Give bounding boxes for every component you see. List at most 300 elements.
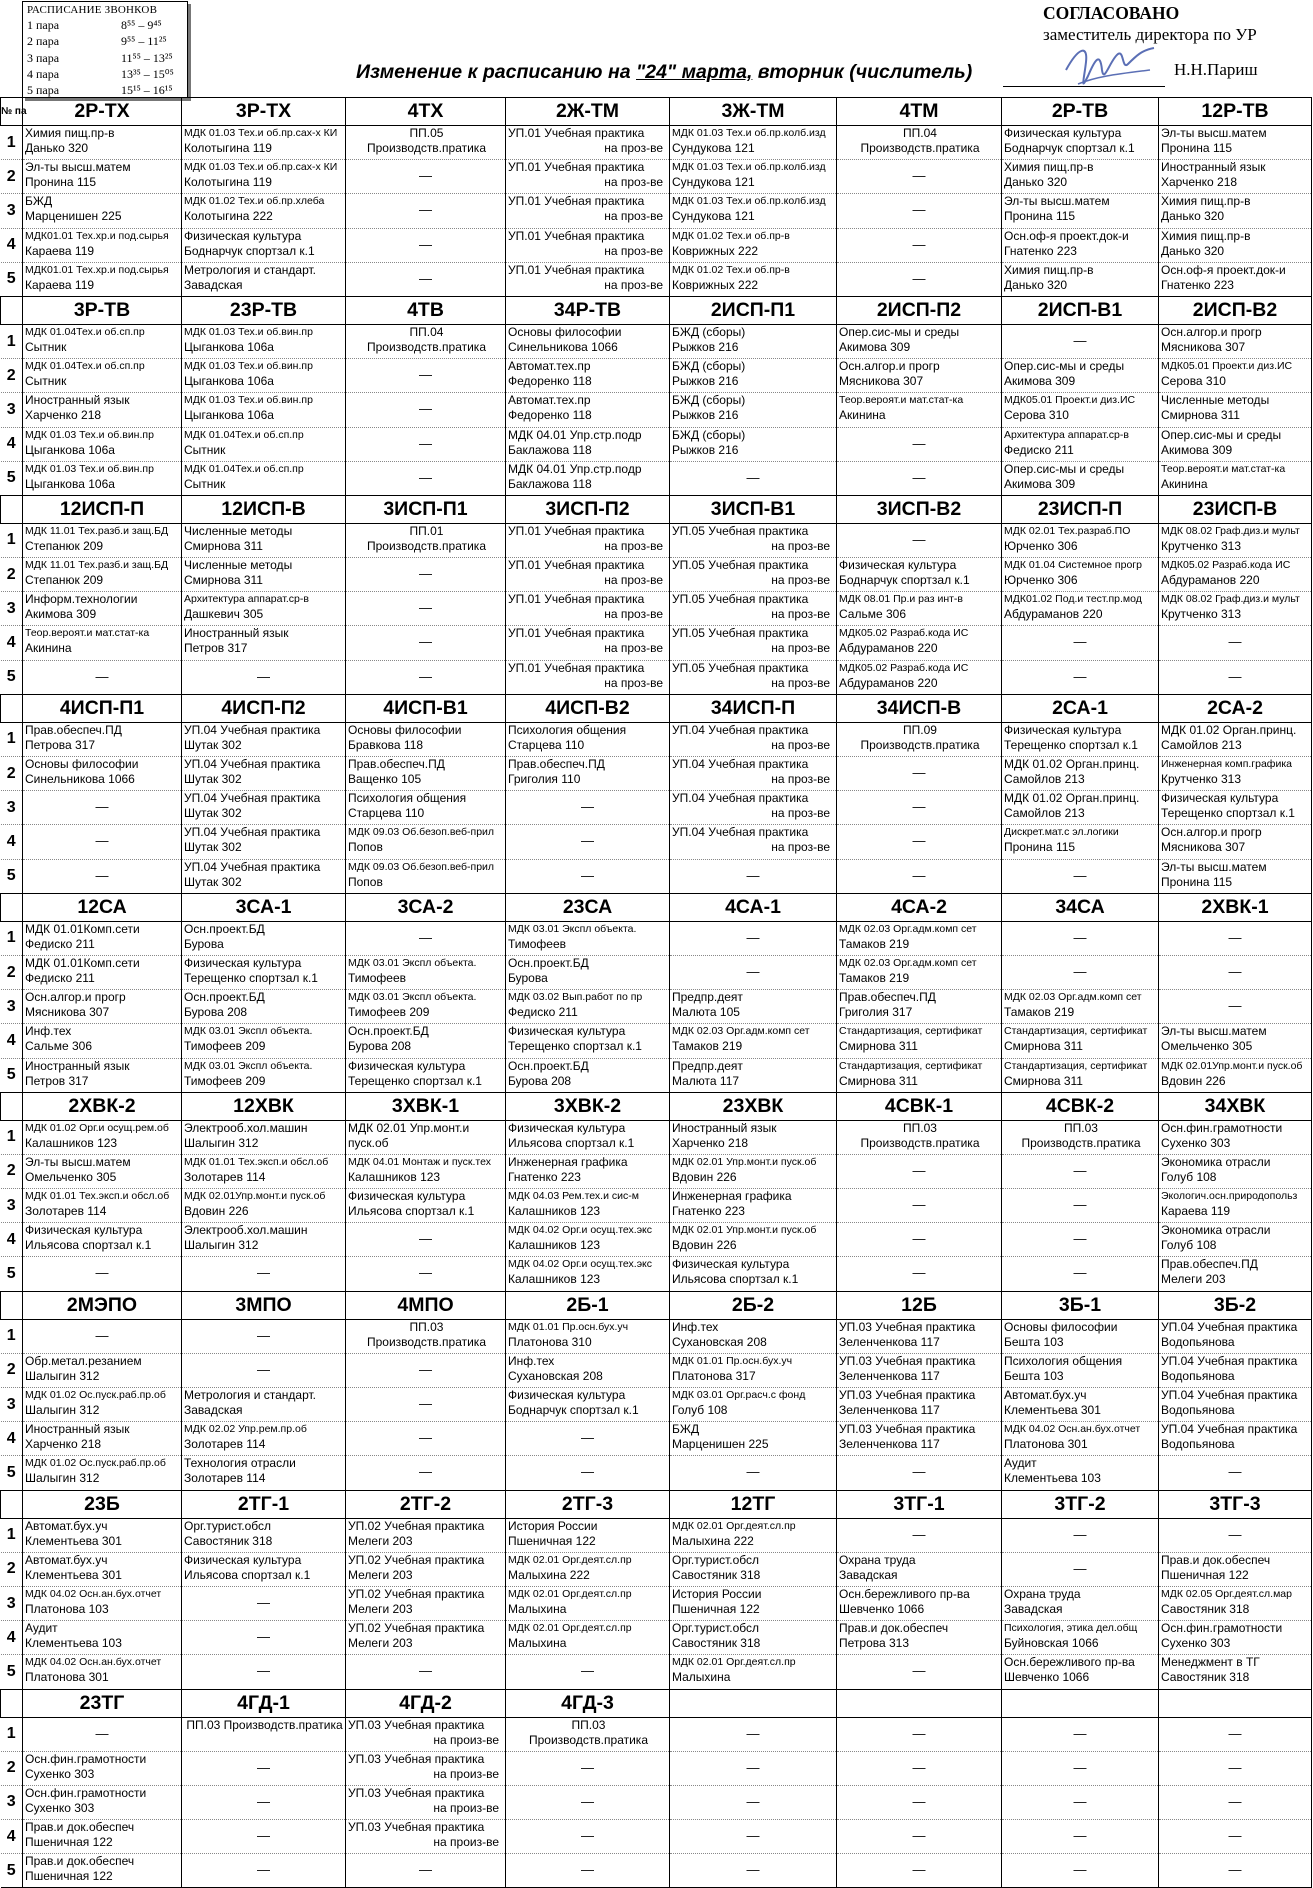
teacher-room: Платонова 310 (508, 1334, 592, 1349)
teacher-room: на проз-ве (604, 175, 663, 190)
teacher-room: Бурова (508, 970, 548, 985)
subject: МДК 02.05 Орг.деят.сл.мар (1161, 1587, 1292, 1600)
teacher-room: Мелеги 203 (348, 1533, 413, 1548)
subject: Основы философии (348, 722, 462, 737)
subject: МДК 04.02 Осн.ан.бух.отчет (25, 1656, 162, 1669)
lesson-cell (670, 126, 837, 160)
subject: ПП.03 (409, 1319, 444, 1334)
teacher-room: Омельченко 305 (25, 1169, 117, 1184)
lesson-cell (506, 1257, 670, 1291)
pair-time: 8⁵⁵ – 9⁴⁵ (121, 18, 162, 32)
subject: Опер.сис-мы и среды (839, 324, 960, 339)
subject: Физическая культура (1161, 791, 1279, 806)
lesson-cell (182, 1120, 346, 1154)
empty-dash: — (1228, 963, 1242, 979)
empty-dash: — (1073, 1793, 1087, 1809)
group-name: 3Б-1 (1002, 1291, 1159, 1319)
lesson-cell (1159, 1120, 1312, 1154)
teacher-room: Дашкевич 305 (184, 607, 264, 622)
lesson-cell (346, 955, 506, 989)
bell-row (27, 66, 187, 82)
empty-dash: — (1073, 668, 1087, 684)
teacher-room: Производств.пратика (366, 538, 486, 553)
subject: МДК 04.01 Монтаж и пуск.тех (348, 1155, 491, 1168)
pair-time: 15¹⁵ – 16¹⁵ (121, 83, 173, 98)
subject: Иностранный язык (25, 1058, 130, 1073)
group-name: 12ТГ (670, 1490, 837, 1518)
lesson-cell (346, 1120, 506, 1154)
lesson-cell (837, 194, 1002, 228)
teacher-room: Завадская (184, 1403, 243, 1417)
lesson-cell (670, 1120, 837, 1154)
group-name: 4ИСП-В2 (506, 694, 670, 722)
lesson-row (1, 955, 1312, 989)
lesson-cell (1159, 592, 1312, 626)
pair-number: 5 (1, 859, 23, 893)
lesson-cell (670, 791, 837, 825)
empty-dash: — (419, 929, 432, 945)
lesson-row (1, 825, 1312, 859)
subject: Эл-ты высш.матем (1004, 194, 1110, 209)
lesson-cell (506, 194, 670, 228)
teacher-room: Караева 119 (1161, 1204, 1231, 1219)
teacher-room: Синельникова 1066 (25, 772, 135, 786)
group-name: 2ТГ-3 (506, 1490, 670, 1518)
lesson-row (1, 1223, 1312, 1257)
subject: Менеджмент в ТГ (1161, 1655, 1260, 1670)
teacher-room: Зеленченкова 117 (839, 1403, 940, 1417)
teacher-room: Григолия 110 (508, 772, 581, 786)
lesson-cell (837, 921, 1002, 955)
lesson-cell (346, 1223, 506, 1257)
teacher-room: Пронина 115 (1004, 840, 1076, 855)
teacher-room: Акимова 309 (1004, 374, 1076, 389)
lesson-cell (1002, 1024, 1159, 1058)
teacher-room: Абдураманов 220 (839, 641, 938, 656)
teacher-room: Сундукова 121 (672, 141, 755, 155)
subject: Инф.тех (672, 1319, 719, 1334)
teacher-room: на проз-ве (604, 141, 663, 155)
group-name: 12Б (837, 1291, 1002, 1319)
lesson-cell (1159, 1422, 1312, 1456)
group-name: 4ТХ (346, 98, 506, 126)
lesson-row (1, 990, 1312, 1024)
pair-time: 13³⁵ – 15⁰⁵ (121, 66, 174, 81)
teacher-room: Акимова 309 (1004, 476, 1076, 491)
group-name: 34ИСП-П (670, 694, 837, 722)
empty-dash: — (1073, 1759, 1087, 1775)
lesson-cell (182, 523, 346, 557)
pair-number: 5 (1, 1854, 23, 1888)
empty-dash: — (419, 1862, 432, 1878)
pair-number: 3 (1, 1586, 23, 1620)
lesson-cell (837, 1655, 1002, 1689)
pair-number: 3 (1, 791, 23, 825)
group-header-row (1, 1092, 1312, 1120)
lesson-cell (1002, 660, 1159, 694)
subject: УП.02 Учебная практика (348, 1621, 485, 1636)
subject: Прав.и док.обеспеч (839, 1621, 949, 1636)
lesson-cell (182, 194, 346, 228)
teacher-room: Водопьянова (1161, 1403, 1235, 1417)
teacher-room: Акимова 309 (25, 607, 97, 622)
pair-number-header (1, 1092, 23, 1120)
teacher-room: Малыхина (508, 1601, 567, 1616)
teacher-room: Рыжков 216 (672, 442, 739, 457)
pair-number: 2 (1, 160, 23, 194)
teacher-room: Акинина (25, 641, 72, 656)
empty-dash: — (1228, 1759, 1242, 1775)
lesson-cell (182, 1820, 346, 1854)
lesson-cell (346, 228, 506, 262)
teacher-room: Смирнова 311 (1004, 1039, 1083, 1054)
subject: ПП.03 (1064, 1120, 1098, 1135)
lesson-cell (182, 1422, 346, 1456)
lesson-cell (182, 1552, 346, 1586)
lesson-cell (670, 757, 837, 791)
group-name: 23СА (506, 893, 670, 921)
empty-dash: — (419, 1396, 432, 1411)
lesson-cell (182, 990, 346, 1024)
subject: Инженерная графика (508, 1154, 628, 1169)
teacher-room: Федиско 211 (1004, 442, 1074, 457)
lesson-cell (23, 626, 182, 660)
subject: МДК 02.01 Орг.деят.сл.пр (508, 1587, 632, 1600)
group-name: 4ИСП-В1 (346, 694, 506, 722)
lesson-cell (23, 393, 182, 427)
lesson-cell (1159, 1223, 1312, 1257)
pair-number: 5 (1, 461, 23, 495)
group-header-row (1, 893, 1312, 921)
group-name: 4ГД-3 (506, 1689, 670, 1717)
subject: Иностранный язык (1161, 160, 1266, 175)
lesson-cell (182, 1189, 346, 1223)
lesson-row (1, 1518, 1312, 1552)
lesson-cell (506, 359, 670, 393)
teacher-room: Цыганкова 106а (25, 476, 115, 491)
pair-number-header (1, 1291, 23, 1319)
subject: Стандартизация, сертификат (1004, 1025, 1148, 1038)
page-title (356, 61, 996, 84)
lesson-cell (506, 1353, 670, 1387)
lesson-cell (1002, 757, 1159, 791)
subject: Физическая культура (184, 1552, 302, 1567)
pair-label: 3 пара (27, 50, 60, 65)
empty-dash: — (419, 236, 432, 252)
subject: МДК 01.01Комп.сети (25, 955, 140, 970)
lesson-cell (1159, 558, 1312, 592)
empty-dash: — (257, 1594, 270, 1610)
lesson-cell (506, 228, 670, 262)
lesson-row (1, 1319, 1312, 1353)
subject: МДК 01.03 Тех.и об.вин.пр (25, 462, 154, 475)
subject: Прав.обеспеч.ПД (348, 757, 445, 771)
lesson-cell (182, 1456, 346, 1490)
subject: МДК 01.02 Орган.принц. (1161, 722, 1297, 737)
subject: УП.01 Учебная практика (508, 592, 645, 607)
subject: ПП.09 (903, 722, 937, 737)
lesson-cell (1002, 194, 1159, 228)
teacher-room: Крутченко 313 (1161, 772, 1241, 786)
group-name: 2СА-2 (1159, 694, 1312, 722)
teacher-room: Клементьева 103 (1004, 1471, 1101, 1486)
lesson-cell (1002, 1854, 1159, 1888)
lesson-cell (182, 1319, 346, 1353)
group-name: 2МЭПО (23, 1291, 182, 1319)
subject: Физическая культура (508, 1024, 626, 1039)
bell-schedule-box (22, 1, 188, 98)
teacher-room: Данько 320 (1161, 243, 1225, 258)
teacher-room: Савостяник 318 (672, 1636, 761, 1651)
teacher-room: Гнатенко 223 (508, 1169, 581, 1184)
subject: Физическая культура (672, 1257, 790, 1272)
teacher-room: Клементьева 301 (25, 1533, 122, 1548)
group-name: 2ХВК-1 (1159, 893, 1312, 921)
teacher-room: Караева 119 (25, 243, 95, 258)
lesson-cell (506, 160, 670, 194)
teacher-room: Сальме 306 (25, 1039, 93, 1054)
group-name: 3МПО (182, 1291, 346, 1319)
lesson-cell (670, 359, 837, 393)
lesson-row (1, 722, 1312, 756)
subject: Теор.вероят.и мат.стат-ка (25, 627, 150, 640)
subject: Стандартизация, сертификат (839, 1059, 983, 1072)
subject: УП.05 Учебная практика (672, 592, 809, 607)
lesson-cell (23, 791, 182, 825)
group-name: 12ХВК (182, 1092, 346, 1120)
lesson-row (1, 126, 1312, 160)
pair-number: 2 (1, 1751, 23, 1785)
teacher-room: Данько 320 (25, 141, 89, 155)
subject: МДК 01.03 Тех.и об.пр.колб.изд (672, 195, 826, 208)
empty-dash: — (912, 469, 926, 485)
teacher-room: Зеленченкова 117 (839, 1368, 940, 1383)
subject: МДК 01.01 Тех.эксп.и обсл.об (184, 1155, 329, 1168)
lesson-cell (1002, 626, 1159, 660)
group-name: 4ТВ (346, 296, 506, 324)
lesson-cell (1159, 393, 1312, 427)
pair-label: 2 пара (27, 34, 60, 49)
group-name (670, 1689, 837, 1717)
teacher-room: Самойлов 213 (1004, 772, 1085, 786)
subject: Прав.и док.обеспеч (25, 1854, 135, 1869)
teacher-room: Караева 119 (25, 277, 95, 292)
empty-dash: — (581, 799, 594, 815)
empty-dash: — (257, 1361, 270, 1377)
lesson-cell (23, 1422, 182, 1456)
subject: Численные методы (184, 523, 293, 538)
teacher-room: Акимова 309 (839, 339, 911, 354)
subject: Экономика отрасли (1161, 1154, 1271, 1169)
lesson-row (1, 1751, 1312, 1785)
title-prefix: Изменение к расписанию на (356, 61, 636, 83)
lesson-cell (182, 921, 346, 955)
teacher-room: Калашников 123 (508, 1272, 601, 1287)
lesson-cell (1159, 955, 1312, 989)
lesson-cell (1002, 955, 1159, 989)
lesson-cell (837, 126, 1002, 160)
lesson-cell (506, 791, 670, 825)
lesson-cell (1159, 1456, 1312, 1490)
teacher-room: Пронина 115 (1004, 209, 1076, 224)
subject: БЖД (25, 194, 53, 209)
teacher-room: на проз-ве (771, 573, 830, 588)
subject: МДК 03.01 Экспл объекта. (508, 922, 637, 935)
pair-number: 5 (1, 1058, 23, 1092)
subject: УП.01 Учебная практика (508, 626, 645, 641)
lesson-cell (837, 1319, 1002, 1353)
subject: Эл-ты высш.матем (25, 1154, 131, 1169)
lesson-cell (23, 1820, 182, 1854)
lesson-cell (182, 359, 346, 393)
lesson-cell (837, 825, 1002, 859)
lesson-cell (837, 1751, 1002, 1785)
lesson-cell (1002, 359, 1159, 393)
lesson-cell (1159, 126, 1312, 160)
lesson-cell (837, 262, 1002, 296)
group-name: 4СА-1 (670, 893, 837, 921)
lesson-cell (837, 427, 1002, 461)
bell-row (27, 50, 187, 66)
group-name: 23ИСП-В (1159, 495, 1312, 523)
lesson-cell (23, 592, 182, 626)
lesson-cell (346, 1319, 506, 1353)
lesson-cell (1159, 427, 1312, 461)
lesson-cell (23, 523, 182, 557)
subject: Физическая культура (508, 1388, 626, 1402)
empty-dash: — (912, 236, 926, 252)
lesson-cell (1002, 160, 1159, 194)
pair-number: 2 (1, 1353, 23, 1387)
teacher-room: Золотарев 114 (184, 1169, 266, 1184)
lesson-cell (23, 1621, 182, 1655)
teacher-room: Мясникова 307 (839, 374, 924, 389)
lesson-cell (506, 1751, 670, 1785)
teacher-room: Платонова 317 (672, 1368, 756, 1383)
lesson-cell (346, 1717, 506, 1751)
group-name: 23ТГ (23, 1689, 182, 1717)
subject: МДК 11.01 Тех.разб.и защ.БД (25, 559, 169, 572)
subject: Стандартизация, сертификат (1004, 1059, 1148, 1072)
lesson-cell (1159, 757, 1312, 791)
teacher-room: Вдовин 226 (672, 1238, 737, 1253)
empty-dash: — (1228, 634, 1242, 650)
teacher-room: Крутченко 313 (1161, 538, 1241, 553)
lesson-cell (182, 1154, 346, 1188)
teacher-room: Ильясова спортзал к.1 (184, 1567, 311, 1582)
subject: Физическая культура (25, 1223, 143, 1238)
lesson-cell (506, 262, 670, 296)
teacher-room: Голуб 108 (1161, 1169, 1217, 1184)
lesson-cell (506, 660, 670, 694)
lesson-row (1, 1717, 1312, 1751)
teacher-room: Мясникова 307 (1161, 339, 1246, 354)
lesson-cell (182, 1257, 346, 1291)
teacher-room: Сытник (184, 442, 226, 457)
group-name: 3ИСП-В1 (670, 495, 837, 523)
subject: МДК 02.01 Упр.монт.и пуск.об (672, 1155, 817, 1168)
lesson-cell (1159, 859, 1312, 893)
lesson-cell (670, 1820, 837, 1854)
lesson-row (1, 461, 1312, 495)
lesson-cell (837, 1154, 1002, 1188)
lesson-cell (1159, 1717, 1312, 1751)
teacher-room: Колотыгина 119 (184, 141, 272, 155)
lesson-cell (506, 825, 670, 859)
subject: МДК 04.01 Упр.стр.подр (508, 461, 642, 476)
subject: МДК 01.04Тех.и об.сп.пр (25, 360, 145, 373)
lesson-cell (837, 1422, 1002, 1456)
teacher-room: Бешта 103 (1004, 1368, 1064, 1383)
lesson-cell (1159, 921, 1312, 955)
teacher-room: Абдураманов 220 (1004, 607, 1103, 622)
subject: Эл-ты высш.матем (1161, 126, 1267, 140)
lesson-cell (837, 359, 1002, 393)
subject: Дискрет.мат.с эл.логики (1004, 826, 1119, 839)
teacher-room: Колотыгина 222 (184, 209, 273, 224)
lesson-cell (346, 1422, 506, 1456)
lesson-cell (23, 1717, 182, 1751)
subject: Физическая культура (508, 1120, 626, 1135)
lesson-cell (1159, 1621, 1312, 1655)
lesson-row (1, 228, 1312, 262)
pair-number: 4 (1, 1621, 23, 1655)
lesson-cell (506, 757, 670, 791)
lesson-cell (506, 1388, 670, 1422)
lesson-cell (506, 1154, 670, 1188)
teacher-room: Акинина (1161, 476, 1208, 491)
bell-row (27, 33, 187, 49)
lesson-cell (1159, 791, 1312, 825)
lesson-cell (23, 558, 182, 592)
lesson-cell (23, 722, 182, 756)
subject: Физическая культура (348, 1058, 466, 1073)
teacher-room: Юрченко 306 (1004, 573, 1078, 588)
teacher-room: Смирнова 311 (184, 573, 263, 588)
lesson-cell (1159, 359, 1312, 393)
lesson-cell (837, 558, 1002, 592)
lesson-row (1, 791, 1312, 825)
lesson-row (1, 393, 1312, 427)
lesson-cell (837, 1189, 1002, 1223)
lesson-cell (837, 1388, 1002, 1422)
teacher-room: на проз-ве (604, 675, 663, 690)
pair-number: 2 (1, 1154, 23, 1188)
group-name: 3ТГ-3 (1159, 1490, 1312, 1518)
lesson-row (1, 1388, 1312, 1422)
subject: Автомат.тех.пр (508, 359, 591, 374)
lesson-cell (346, 859, 506, 893)
teacher-room: Тамаков 219 (839, 970, 910, 985)
empty-dash: — (746, 469, 760, 485)
teacher-room: на проз-ве (771, 840, 830, 855)
subject: БЖД (сборы) (672, 427, 746, 442)
lesson-cell (182, 626, 346, 660)
subject: Автомат.бух.уч (25, 1518, 108, 1533)
subject: МДК 01.02 Ос.пуск.раб.пр.об (25, 1389, 166, 1401)
teacher-room: Буйновская 1066 (1004, 1636, 1099, 1651)
lesson-cell (23, 461, 182, 495)
title-suffix: вторник (числитель) (752, 61, 973, 83)
subject: УП.01 Учебная практика (508, 160, 645, 175)
subject: МДК 01.02 Ос.пуск.раб.пр.об (25, 1457, 166, 1470)
lesson-cell (1002, 1120, 1159, 1154)
lesson-cell (346, 660, 506, 694)
lesson-cell (346, 558, 506, 592)
lesson-row (1, 160, 1312, 194)
empty-dash: — (912, 1862, 926, 1878)
subject: Химия пищ.пр-в (1004, 262, 1094, 277)
